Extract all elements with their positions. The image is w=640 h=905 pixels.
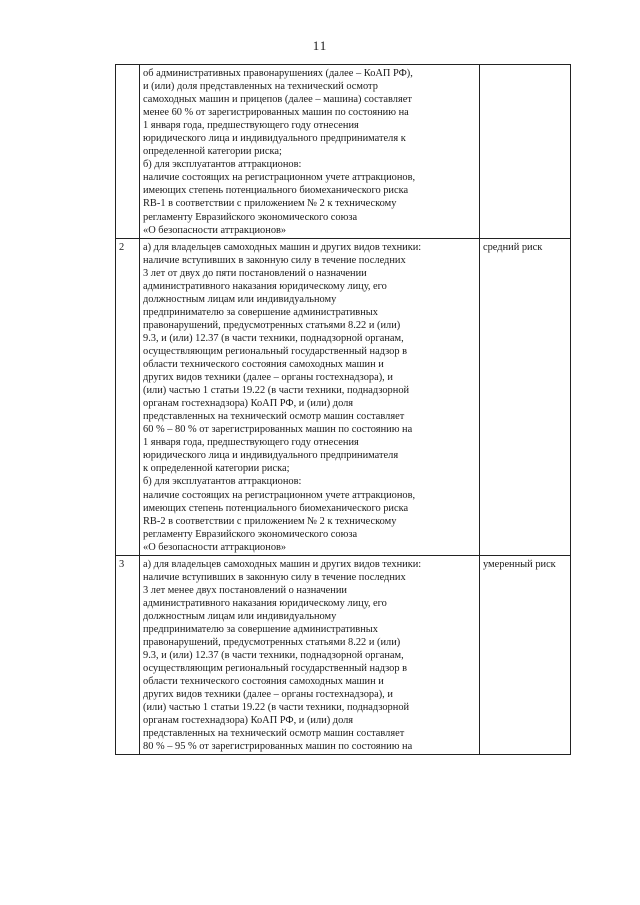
criteria-line: осуществляющим региональный государственный надзор в bbox=[143, 663, 408, 675]
criteria-cell bbox=[140, 555, 480, 755]
row-number-cell: 2 bbox=[116, 238, 140, 555]
criteria-line: наличие состоящих на регистрационном учете аттракционов, bbox=[143, 489, 416, 501]
criteria-line: органам гостехнадзора) КоАП РФ, и (или) доля bbox=[143, 715, 354, 727]
criteria-line: области технического состояния самоходных машин и bbox=[143, 676, 384, 688]
criteria-line: 1 января года, предшествующего году отнесения bbox=[143, 120, 359, 132]
criteria-line: правонарушений, предусмотренных статьями 8.22 и (или) bbox=[143, 637, 401, 649]
criteria-line: регламенту Евразийского экономического союза bbox=[143, 528, 358, 540]
criteria-line: и (или) доля представленных на технический осмотр bbox=[143, 81, 378, 93]
criteria-line: предпринимателю за совершение административных bbox=[143, 306, 378, 318]
criteria-line: регламенту Евразийского экономического союза bbox=[143, 211, 358, 223]
criteria-line: наличие состоящих на регистрационном учете аттракционов, bbox=[143, 172, 416, 184]
row-number-cell: 3 bbox=[116, 555, 140, 755]
criteria-line: определенной категории риска; bbox=[143, 146, 282, 158]
criteria-line: других видов техники (далее – органы гостехнадзора), и bbox=[143, 689, 393, 701]
row-number-cell bbox=[116, 65, 140, 239]
criteria-line: имеющих степень потенциального биомеханического риска bbox=[143, 185, 409, 197]
table-row bbox=[116, 65, 571, 239]
criteria-line: 9.3, и (или) 12.37 (в части техники, поднадзорной органам, bbox=[143, 650, 404, 662]
criteria-line: 80 % – 95 % от зарегистрированных машин по состоянию на bbox=[143, 741, 413, 753]
criteria-cell bbox=[140, 238, 480, 555]
criteria-line: 1 января года, предшествующего году отнесения bbox=[143, 437, 359, 449]
criteria-line: RB-2 в соответствии с приложением № 2 к техническому bbox=[143, 515, 397, 527]
criteria-line: административного наказания юридическому лицу, его bbox=[143, 280, 387, 292]
criteria-line: должностным лицам или индивидуальному bbox=[143, 293, 337, 305]
criteria-line: об административных правонарушениях (далее – КоАП РФ), bbox=[143, 68, 413, 79]
criteria-line: юридического лица и индивидуального предпринимателя к bbox=[143, 133, 406, 145]
page-number: 11 bbox=[312, 38, 328, 53]
risk-category-cell bbox=[480, 65, 571, 239]
risk-category-cell: умеренный риск bbox=[480, 555, 571, 755]
risk-category-cell: средний риск bbox=[480, 238, 571, 555]
criteria-line: (или) частью 1 статьи 19.22 (в части техники, поднадзорной bbox=[143, 702, 410, 714]
criteria-line: органам гостехнадзора) КоАП РФ, и (или) доля bbox=[143, 398, 354, 410]
criteria-line: а) для владельцев самоходных машин и других видов техники: bbox=[143, 558, 422, 570]
criteria-line: наличие вступивших в законную силу в течение последних bbox=[143, 571, 406, 583]
criteria-line: предпринимателю за совершение административных bbox=[143, 623, 378, 635]
table-row bbox=[116, 238, 571, 555]
criteria-line: б) для эксплуатантов аттракционов: bbox=[143, 476, 302, 488]
criteria-line: б) для эксплуатантов аттракционов: bbox=[143, 159, 302, 171]
criteria-line: (или) частью 1 статьи 19.22 (в части техники, поднадзорной bbox=[143, 385, 410, 397]
risk-category-table bbox=[115, 64, 571, 755]
criteria-line: самоходных машин и прицепов (далее – машина) составляет bbox=[143, 94, 412, 106]
criteria-line: должностным лицам или индивидуальному bbox=[143, 610, 337, 622]
criteria-line: к определенной категории риска; bbox=[143, 463, 290, 475]
criteria-line: других видов техники (далее – органы гостехнадзора), и bbox=[143, 372, 393, 384]
table-body bbox=[116, 65, 571, 755]
criteria-line: 3 лет менее двух постановлений о назначении bbox=[143, 584, 347, 596]
table-row bbox=[116, 555, 571, 755]
criteria-line: менее 60 % от зарегистрированных машин по состоянию на bbox=[143, 107, 409, 119]
criteria-line: 3 лет от двух до пяти постановлений о назначении bbox=[143, 267, 367, 279]
criteria-line: а) для владельцев самоходных машин и других видов техники: bbox=[143, 241, 422, 253]
criteria-line: «О безопасности аттракционов» bbox=[143, 541, 287, 553]
criteria-line: юридического лица и индивидуального предпринимателя bbox=[143, 450, 399, 462]
criteria-line: области технического состояния самоходных машин и bbox=[143, 359, 384, 371]
criteria-cell bbox=[140, 65, 480, 239]
criteria-line: представленных на технический осмотр машин составляет bbox=[143, 728, 405, 740]
criteria-line: административного наказания юридическому лицу, его bbox=[143, 597, 387, 609]
criteria-line: RB-1 в соответствии с приложением № 2 к техническому bbox=[143, 198, 397, 210]
criteria-line: 9.3, и (или) 12.37 (в части техники, поднадзорной органам, bbox=[143, 332, 404, 344]
criteria-line: осуществляющим региональный государственный надзор в bbox=[143, 345, 408, 357]
criteria-line: «О безопасности аттракционов» bbox=[143, 224, 287, 236]
criteria-line: наличие вступивших в законную силу в течение последних bbox=[143, 254, 406, 266]
criteria-line: имеющих степень потенциального биомеханического риска bbox=[143, 502, 409, 514]
criteria-line: представленных на технический осмотр машин составляет bbox=[143, 411, 405, 423]
criteria-line: 60 % – 80 % от зарегистрированных машин по состоянию на bbox=[143, 424, 413, 436]
criteria-line: правонарушений, предусмотренных статьями 8.22 и (или) bbox=[143, 319, 401, 331]
